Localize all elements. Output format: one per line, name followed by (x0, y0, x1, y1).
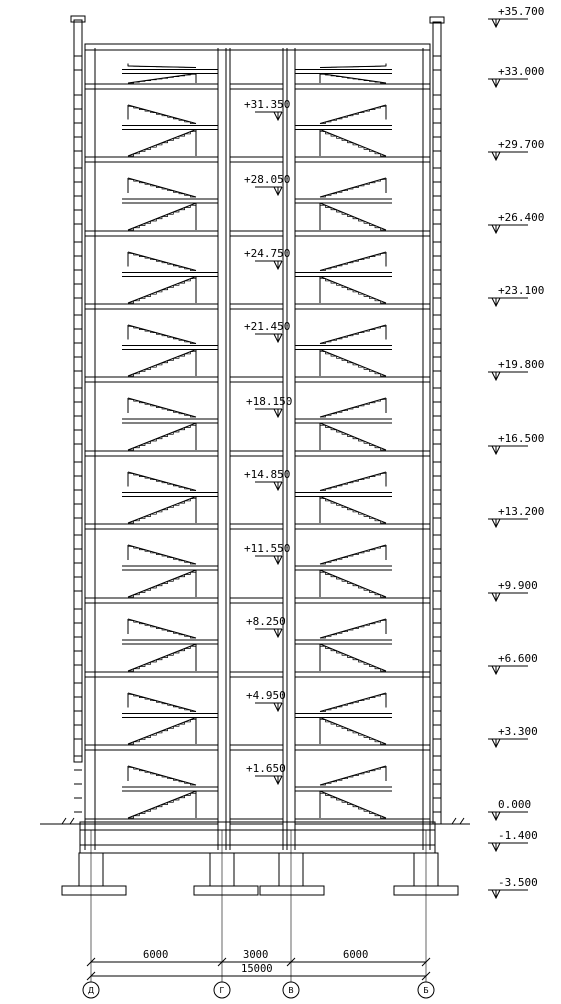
axis-label: Б (423, 986, 429, 995)
axis-label: В (288, 986, 294, 995)
floor-slab-left (85, 304, 218, 309)
axis-label: Д (87, 986, 95, 995)
right-elevation-label: +29.700 (498, 138, 545, 151)
span-dimension-g-v: 3000 (243, 949, 269, 961)
shaft-slab (230, 451, 283, 456)
right-elevation-label: +6.600 (498, 652, 538, 665)
shaft-slab (230, 672, 283, 677)
right-elevation-mark (488, 798, 531, 820)
center-elevation-label: +1.650 (246, 762, 286, 775)
axis-marker-d (83, 982, 99, 998)
axis-label: Г (219, 986, 225, 995)
center-elevation-label: +21.450 (244, 320, 291, 333)
foundation-footing (194, 886, 258, 895)
center-elevation-label: +18.150 (246, 395, 293, 408)
shaft-slab (230, 745, 283, 750)
floor-slab-right (295, 304, 430, 309)
shaft-slab (230, 377, 283, 382)
center-elevation-label: +28.050 (244, 173, 291, 186)
floor-slab-left (85, 524, 218, 529)
stair-steps (320, 66, 386, 68)
foundation-footing (260, 886, 324, 895)
center-elevation-label: +31.350 (244, 98, 291, 111)
right-elevation-mark (488, 284, 544, 306)
right-elevation-label: -3.500 (498, 876, 538, 889)
right-elevation-label: +26.400 (498, 211, 545, 224)
right-elevation-label: +35.700 (498, 5, 545, 18)
right-elevation-mark (488, 211, 544, 233)
floor-slab-left (85, 231, 218, 236)
center-elevation-label: +14.850 (244, 468, 291, 481)
floor-slab-right (295, 598, 430, 603)
right-parapet-wall (433, 22, 441, 824)
floor-slab-left (85, 84, 218, 89)
center-elevation-mark (246, 615, 286, 637)
span-dimension-v-b: 6000 (343, 949, 369, 961)
right-elevation-label: +3.300 (498, 725, 538, 738)
shaft-slab (230, 304, 283, 309)
right-elevation-mark (488, 5, 544, 27)
floor-slab-right (295, 524, 430, 529)
floor-slab-right (295, 672, 430, 677)
floor-slab-left (85, 157, 218, 162)
shaft-slab (230, 157, 283, 162)
right-elevation-mark (488, 138, 544, 160)
axis-marker-v (283, 982, 299, 998)
span-dimension-d-g: 6000 (143, 949, 169, 961)
right-elevation-mark (488, 358, 544, 380)
right-elevation-label: +33.000 (498, 65, 545, 78)
center-elevation-label: +8.250 (246, 615, 286, 628)
right-elevation-label: +16.500 (498, 432, 545, 445)
center-elevation-label: +24.750 (244, 247, 291, 260)
basement-slab (80, 845, 435, 853)
dimension-chain (87, 949, 430, 980)
right-elevation-label: -1.400 (498, 829, 538, 842)
floor-slab-left (85, 672, 218, 677)
floor-slab-right (295, 377, 430, 382)
right-elevation-label: +9.900 (498, 579, 538, 592)
floor-slab-left (85, 745, 218, 750)
stair-steps (128, 66, 196, 68)
floor-slab-right (295, 84, 430, 89)
grid-axis-markers (83, 982, 434, 998)
building-frame (71, 16, 444, 850)
right-elevation-label: +23.100 (498, 284, 545, 297)
right-elevation-mark (488, 579, 538, 601)
shaft-slab (230, 598, 283, 603)
center-elevation-mark (246, 762, 286, 784)
floor-slab-right (295, 451, 430, 456)
right-elevation-mark (488, 652, 538, 674)
center-elevation-label: +4.950 (246, 689, 286, 702)
center-elevation-label: +11.550 (244, 542, 291, 555)
floor-slab-right (295, 745, 430, 750)
right-elevation-marks (488, 5, 544, 898)
right-elevation-mark (488, 725, 538, 747)
shaft-slab (230, 84, 283, 89)
floor-slab-left (85, 598, 218, 603)
right-elevation-label: 0.000 (498, 798, 532, 811)
axis-marker-b (418, 982, 434, 998)
floor-slab-left (85, 377, 218, 382)
right-elevation-mark (488, 505, 544, 527)
floor-slab-right (295, 231, 430, 236)
axis-marker-g (214, 982, 230, 998)
right-elevation-label: +13.200 (498, 505, 545, 518)
shaft-slab (230, 231, 283, 236)
roof-slab (85, 44, 430, 50)
right-elevation-label: +19.800 (498, 358, 545, 371)
center-elevation-marks (244, 98, 292, 784)
right-elevation-mark (488, 876, 538, 898)
right-elevation-mark (488, 432, 544, 454)
center-elevation-mark (246, 395, 292, 417)
center-elevation-mark (246, 689, 286, 711)
floor-slab-right (295, 157, 430, 162)
shaft-slab (230, 524, 283, 529)
right-elevation-mark (488, 829, 538, 851)
foundation-footing (62, 886, 126, 895)
right-elevation-mark (488, 65, 544, 87)
left-parapet-cap (71, 16, 85, 22)
total-dimension: 15000 (241, 963, 273, 975)
ground-floor-slab (80, 822, 435, 830)
floor-slab-left (85, 451, 218, 456)
